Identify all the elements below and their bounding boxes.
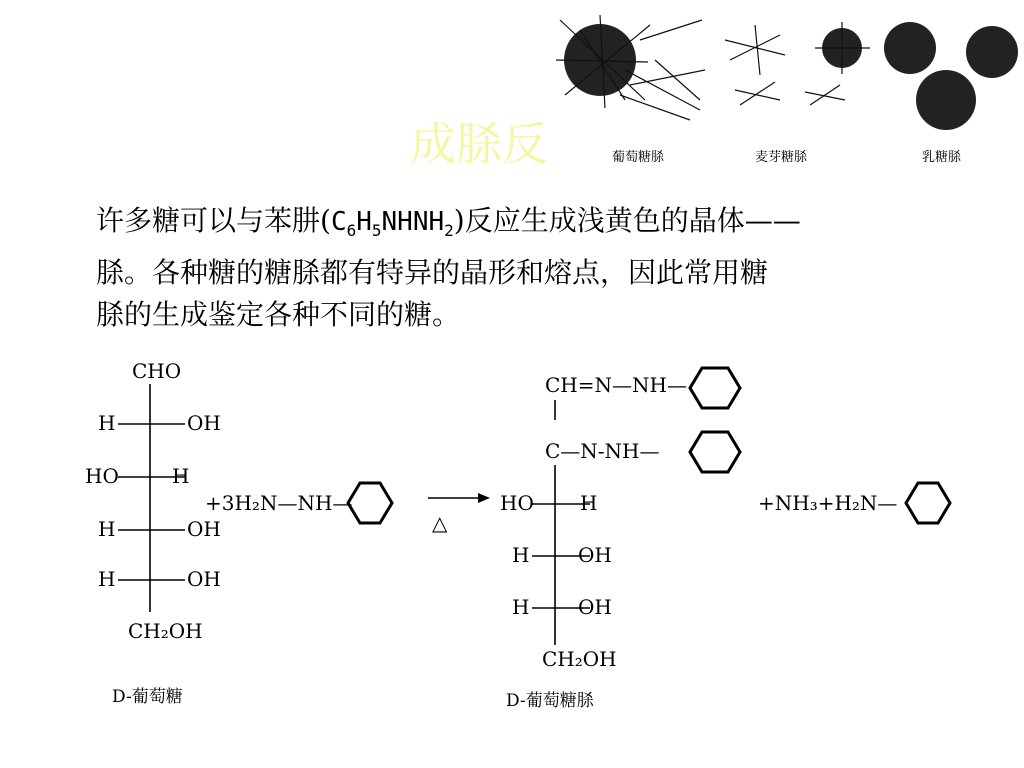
- glucose-c5-right: OH: [187, 567, 221, 591]
- glucosazone-crystal-image: [556, 15, 705, 120]
- slide-title: 成脎反: [410, 117, 548, 171]
- glucose-c2-left: H: [98, 411, 116, 435]
- benzene-ring-icon: [690, 368, 740, 408]
- paragraph-line-3: 脎的生成鉴定各种不同的糖。: [96, 298, 461, 332]
- osazone-reaction-scheme: [0, 340, 1024, 740]
- byproducts-text: +NH₃+H₂N—: [758, 491, 898, 515]
- glucose-c3-left: HO: [85, 464, 119, 488]
- phenylhydrazine-reagent: [205, 483, 392, 523]
- formula-nhnh: NHNH: [381, 207, 445, 237]
- glucose-c4-right: OH: [187, 517, 221, 541]
- benzene-ring-icon: [690, 432, 740, 472]
- byproducts: [758, 483, 950, 523]
- formula-h: H: [356, 207, 372, 237]
- osazone-name: D-葡萄糖脎: [506, 691, 594, 711]
- glucosazone-caption: 葡萄糖脎: [612, 150, 665, 165]
- osazone-c4-right: OH: [578, 543, 612, 567]
- glucose-c2-right: OH: [187, 411, 221, 435]
- formula-c-sub: 6: [346, 221, 357, 241]
- osazone-c3-right: H: [580, 491, 598, 515]
- lactosazone-caption: 乳糖脎: [922, 150, 962, 165]
- osazone-c1: CH=N—NH—: [545, 373, 687, 397]
- osazone-c5-left: H: [512, 595, 530, 619]
- d-glucose-structure: [85, 359, 221, 707]
- paragraph-line-1-start: 许多糖可以与苯肼(: [96, 204, 331, 237]
- benzene-ring-icon: [906, 483, 950, 523]
- d-glucosazone-structure: [500, 368, 740, 711]
- phenylhydrazine-formula: [330, 207, 454, 241]
- lactosazone-crystal-image: [884, 22, 1018, 130]
- body-paragraph: [96, 200, 956, 336]
- maltosazone-crystal-image: [725, 22, 870, 105]
- glucose-ch2oh: CH₂OH: [128, 619, 203, 643]
- osazone-c2: C—N-NH—: [545, 439, 660, 463]
- reaction-arrow: [428, 493, 490, 535]
- benzene-ring-icon: [348, 483, 392, 523]
- heat-symbol: △: [432, 511, 448, 535]
- reagent-text: +3H₂N—NH—: [205, 491, 353, 515]
- osazone-ch2oh: CH₂OH: [542, 647, 617, 671]
- formula-h-sub: 5: [371, 221, 382, 241]
- glucose-name: D-葡萄糖: [112, 687, 183, 707]
- osazone-c5-right: OH: [578, 595, 612, 619]
- glucose-c5-left: H: [98, 567, 116, 591]
- osazone-crystal-images: [555, 10, 1024, 145]
- glucose-c3-right: H: [172, 464, 190, 488]
- glucose-cho: CHO: [132, 359, 182, 383]
- glucose-c4-left: H: [98, 517, 116, 541]
- maltosazone-caption: 麦芽糖脎: [755, 150, 808, 165]
- formula-c: C: [330, 207, 347, 237]
- paragraph-line-1: [96, 200, 956, 252]
- paragraph-line-1-end: )反应生成浅黄色的晶体——: [453, 204, 801, 237]
- osazone-c4-left: H: [512, 543, 530, 567]
- osazone-c3-left: HO: [500, 491, 534, 515]
- formula-nhnh-sub: 2: [444, 221, 454, 241]
- paragraph-line-2: 脎。各种糖的糖脎都有特异的晶形和熔点，因此常用糖: [96, 256, 769, 290]
